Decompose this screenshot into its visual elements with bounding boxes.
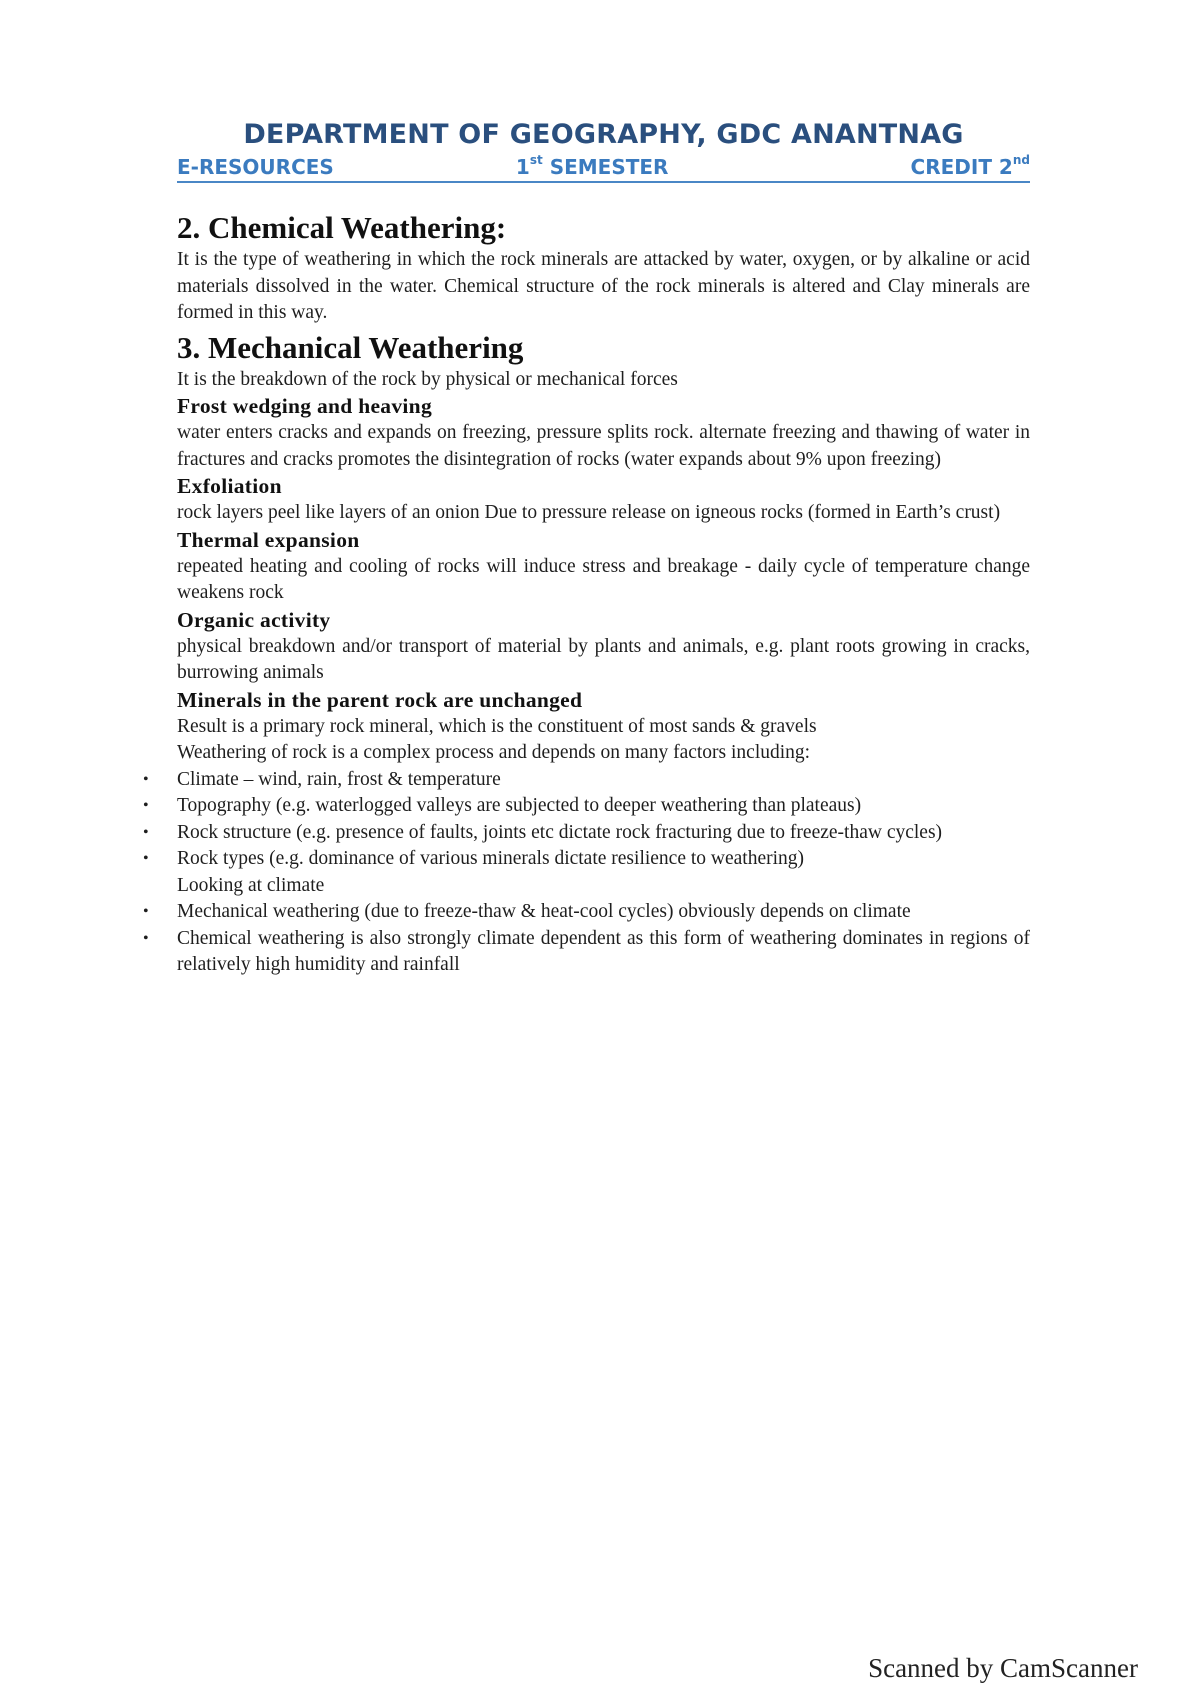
list-item: • Mechanical weathering (due to freeze-thaw & heat-cool cycles) obviously depends on climate (177, 899, 1030, 926)
factors-list (143, 767, 1030, 873)
mechanical-weathering-heading: 3. Mechanical Weathering (177, 329, 524, 365)
looking-at-climate-label: Looking at climate (177, 874, 325, 896)
camscanner-watermark: Scanned by CamScanner (868, 1653, 1138, 1683)
bullet-icon: • (143, 903, 149, 920)
credit-label: CREDIT 2nd (910, 153, 1030, 179)
list-item: • Chemical weathering is also strongly climate dependent as this form of weathering dominates in regions of relatively high humidity and rainfall (143, 927, 1030, 975)
exfoliation-heading: Exfoliation (177, 474, 282, 498)
list-item: • Climate – wind, rain, frost & temperature (177, 767, 1030, 794)
list-item: • Topography (e.g. waterlogged valleys are subjected to deeper weathering than plateaus) (177, 793, 1030, 820)
frost-wedging-text: water enters cracks and expands on freezing, pressure splits rock. alternate freezing and thawing of water in fractures and cracks promotes the disintegration of rocks (water expands about 9% upon freezing) (177, 422, 1030, 470)
frost-wedging-heading: Frost wedging and heaving (177, 394, 432, 418)
organic-activity-heading: Organic activity (177, 607, 331, 632)
chemical-weathering-heading: 2. Chemical Weathering: (177, 210, 507, 245)
thermal-expansion-heading: Thermal expansion (177, 527, 360, 552)
bullet-icon: • (143, 770, 149, 788)
mechanical-weathering-text: It is the breakdown of the rock by physical or mechanical forces (177, 368, 678, 390)
thermal-expansion-text: repeated heating and cooling of rocks will induce stress and breakage - daily cycle of temperature change weakens rock (177, 555, 1030, 603)
header-row (177, 154, 1030, 183)
list-item: • Rock structure (e.g. presence of faults, joints etc dictate rock fracturing due to freeze-thaw cycles) (177, 820, 1030, 847)
bullet-icon: • (143, 797, 149, 814)
e-resources-label: E-RESOURCES (177, 155, 334, 179)
document-page (143, 118, 1030, 979)
minerals-result-text: Result is a primary rock mineral, which is the constituent of most sands & gravels (177, 715, 817, 737)
chemical-weathering-text: It is the type of weathering in which the rock minerals are attacked by water, oxygen, or by alkaline or acid materials dissolved in the water. Chemical structure of the rock minerals is altered and Clay minerals are formed in this way. (177, 249, 1030, 323)
department-title: DEPARTMENT OF GEOGRAPHY, GDC ANANTNAG (243, 119, 964, 150)
exfoliation-text: rock layers peel like layers of an onion Due to pressure release on igneous rocks (formed in Earth’s crust) (177, 502, 1001, 523)
semester-label: 1st SEMESTER (515, 153, 669, 179)
climate-list (143, 899, 1030, 979)
minerals-unchanged-heading: Minerals in the parent rock are unchanged (177, 687, 583, 712)
bullet-icon: • (143, 929, 149, 947)
bullet-icon: • (143, 850, 149, 867)
weathering-factors-intro: Weathering of rock is a complex process and depends on many factors including: (177, 742, 811, 763)
organic-activity-text: physical breakdown and/or transport of material by plants and animals, e.g. plant roots growing in cracks, burrowing animals (177, 635, 1030, 683)
list-item: • Rock types (e.g. dominance of various minerals dictate resilience to weathering) (177, 846, 1030, 873)
bullet-icon: • (143, 823, 149, 841)
